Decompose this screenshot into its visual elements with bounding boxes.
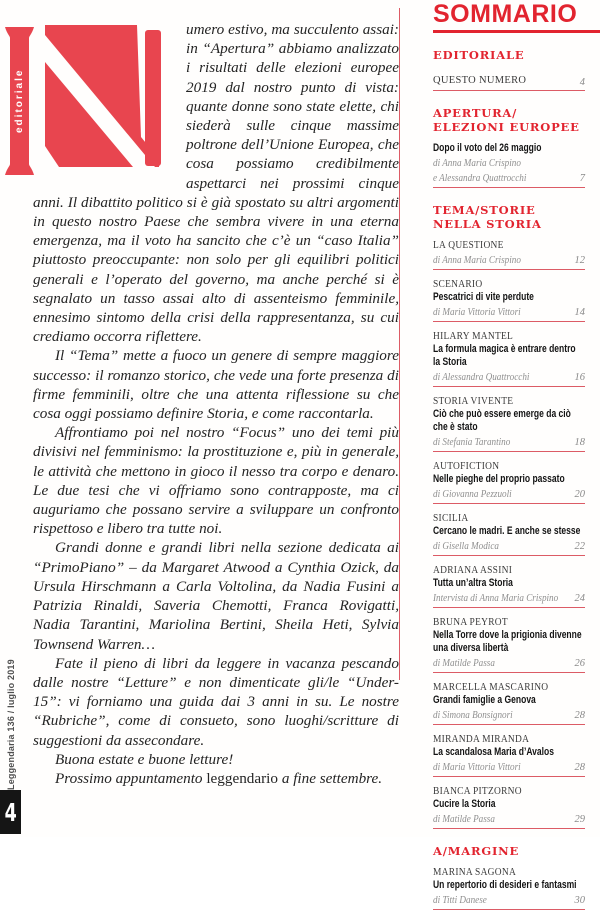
entry-label: QUESTO NUMERO [433, 75, 527, 86]
entry-byline: Intervista di Anna Maria Crispino [433, 593, 559, 604]
entry-title: Pescatrici di vite perdute [433, 291, 534, 303]
entry-page-number: 28 [574, 710, 585, 721]
page-number: 4 [4, 797, 17, 827]
entry-rule [433, 607, 585, 608]
entry-label: HILARY MANTEL [433, 331, 514, 342]
entry-rule [433, 776, 585, 777]
entry-title: Grandi famiglie a Genova [433, 694, 536, 706]
entry-label: SCENARIO [433, 279, 483, 290]
entry-title: Cercano le madri. E anche se stesse [433, 525, 581, 537]
entry-label: SICILIA [433, 513, 469, 524]
entry-title: Ciò che può essere emerge da ciò che è stato [433, 408, 571, 433]
sommario-title: SOMMARIO [433, 0, 578, 28]
entry-byline: di Alessandra Quattrocchi [433, 372, 530, 383]
editorial-paragraph [33, 654, 399, 750]
editorial-paragraph [33, 750, 399, 769]
entry-page-number: 29 [574, 814, 585, 825]
entry-label: LA QUESTIONE [433, 240, 504, 251]
toc-entry[interactable] [433, 460, 585, 504]
toc-entry[interactable] [433, 733, 585, 777]
sommario-title-rule [433, 30, 600, 33]
entry-byline: di Maria Vittoria Vittori [433, 307, 521, 318]
toc-section-heading: A/MARGINE [433, 844, 520, 858]
entry-label: MIRANDA MIRANDA [433, 734, 530, 745]
toc-section-heading: APERTURA/ ELEZIONI EUROPEE [433, 106, 580, 134]
toc-section-heading: EDITORIALE [433, 48, 525, 62]
paragraph-text: Buona estate e buone letture! [55, 750, 234, 768]
toc-entry[interactable] [433, 142, 585, 188]
entry-label: MARCELLA MASCARINO [433, 682, 549, 693]
toc-entry[interactable] [433, 278, 585, 322]
entry-rule [433, 672, 585, 673]
entry-byline: di Maria Vittoria Vittori [433, 762, 521, 773]
entry-label: AUTOFICTION [433, 461, 500, 472]
entry-title: Nelle pieghe del proprio passato [433, 473, 565, 485]
entry-byline-row [433, 369, 585, 384]
entry-title: Tutta un’altra Storia [433, 577, 513, 589]
paragraph-text: Fate il pieno di libri da leggere in vacanza pescando dalle nostre “Letture” e non dimenticate gli/le “Under-15”: vi forniamo una guida dai 3 anni in su. Le nostre “Rubriche”, come di consueto, sono luoghi/scritture di suggestioni da assecondare. [33, 654, 399, 749]
entry-byline: di Anna Maria Crispino [433, 158, 521, 169]
paragraph-text: Grandi donne e grandi libri nella sezione dedicata ai “PrimoPiano” – da Margaret Atwood a Cynthia Ozick, da Ursula Hirschmann a Carla Voltolina, da Nadia Fusini a Patrizia Rinaldi, Saveria Chemotti, Franca Rovigatti, Nadia Tarantini, Mariolina Bertini, Sheila Heti, Sylvia Townsend Warren… [33, 539, 399, 653]
entry-byline-row [433, 155, 585, 170]
toc-entry[interactable] [433, 239, 585, 270]
entry-byline-row [433, 252, 585, 267]
entry-title: La formula magica è entrare dentro la Storia [433, 343, 576, 368]
entry-rule [433, 724, 585, 725]
editoriale-kicker: editoriale [14, 68, 25, 134]
editorial-paragraph [33, 538, 399, 653]
entry-page-number: 20 [574, 489, 585, 500]
entry-page-number: 30 [574, 895, 585, 906]
entry-rule [433, 187, 585, 188]
entry-byline: di Giovanna Pezzuoli [433, 489, 512, 500]
sommario-column [433, 2, 585, 910]
entry-label: BIANCA PITZORNO [433, 786, 522, 797]
entry-page-number: 7 [579, 173, 585, 184]
entry-rule [433, 451, 585, 452]
entry-byline-row [433, 538, 585, 553]
entry-byline-row [433, 892, 585, 907]
entry-page-number: 4 [579, 77, 585, 88]
entry-page-number: 18 [574, 437, 585, 448]
entry-byline-row [433, 486, 585, 501]
entry-byline: di Anna Maria Crispino [433, 255, 521, 266]
entry-byline-row [433, 707, 585, 722]
dropcap-n-icon [45, 25, 165, 167]
entry-byline: e Alessandra Quattrocchi [433, 173, 527, 184]
entry-byline-row [433, 590, 585, 605]
entry-byline: di Simona Bonsignori [433, 710, 513, 721]
entry-byline-row [433, 759, 585, 774]
entry-page-number: 22 [574, 541, 585, 552]
entry-byline-row [433, 434, 585, 449]
editorial-paragraph [33, 769, 399, 788]
entry-byline: di Gisella Modica [433, 541, 499, 552]
toc-entry[interactable] [433, 785, 585, 829]
entry-page-number: 16 [574, 372, 585, 383]
entry-page-number: 12 [574, 255, 585, 266]
sommario-entries [433, 48, 585, 910]
entry-page-number: 26 [574, 658, 585, 669]
entry-title: Un repertorio di desideri e fantasmi [433, 879, 577, 891]
toc-entry[interactable] [433, 866, 585, 910]
entry-title: Dopo il voto del 26 maggio [433, 142, 542, 154]
editorial-column [14, 20, 399, 788]
entry-page-number: 28 [574, 762, 585, 773]
page-number-box [0, 790, 21, 834]
paragraph-text: umero estivo, ma succulento assai: in “Apertura” abbiamo analizzato i risultati delle elezioni europee 2019 dal nostro punto di vista: quante donne sono state elette, chi siederà sulle cinque massime poltrone dell’Unione Europea, che cosa possiamo credibilmente aspettarci nei prossimi cinque anni. Il dibattito politico si è già spostato su altri argomenti in questo nostro Paese che sembra vivere in una eterna emergenza, ma il voto ha sancito che c’è un “caso Italia” piuttosto preoccupante: non solo per gli equilibri politici generali e l’operato del governo, ma anche perché si è segnalato un tasso assai alto di assenteismo femminile, ennesimo sintomo della crisi della rappresentanza, su cui crediamo occorra riflettere. [33, 21, 399, 346]
entry-label: ADRIANA ASSINI [433, 565, 513, 576]
paragraph-text: Prossimo appuntamento [55, 769, 207, 787]
toc-entry[interactable] [433, 395, 585, 452]
entry-rule [433, 386, 585, 387]
toc-entry[interactable] [433, 70, 585, 91]
entry-rule [433, 555, 585, 556]
entry-title: Cucire la Storia [433, 798, 496, 810]
entry-byline-row [433, 170, 585, 185]
entry-title: Nella Torre dove la prigionia divenne una diversa libertà [433, 629, 582, 654]
entry-label-row [433, 70, 585, 88]
dropcap-block [14, 20, 186, 178]
magazine-name: leggendario [206, 769, 279, 787]
toc-section-heading: TEMA/STORIE NELLA STORIA [433, 203, 542, 231]
entry-byline: di Matilde Passa [433, 658, 495, 669]
paragraph-text: Affrontiamo poi nel nostro “Focus” uno dei temi più divisivi nel femminismo: la prostituzione e, più in generale, le attività che mettono in gioco il nesso tra corpo e denaro. Le due tesi che vi offriamo sono contrapposte, ma ci auguriamo che possano servire a sviluppare un confronto rispettoso e libero tra tutte noi. [33, 424, 399, 538]
entry-byline-row [433, 655, 585, 670]
entry-rule [433, 321, 585, 322]
entry-rule [433, 90, 585, 91]
entry-byline: di Stefania Tarantino [433, 437, 511, 448]
entry-rule [433, 269, 585, 270]
toc-entry[interactable] [433, 330, 585, 387]
entry-label: MARINA SAGONA [433, 867, 517, 878]
toc-entry[interactable] [433, 564, 585, 608]
toc-entry[interactable] [433, 681, 585, 725]
entry-byline-row [433, 304, 585, 319]
toc-entry[interactable] [433, 616, 585, 673]
entry-byline-row [433, 811, 585, 826]
editorial-paragraph [33, 346, 399, 423]
paragraph-text: a fine settembre. [278, 769, 383, 787]
entry-label: BRUNA PEYROT [433, 617, 508, 628]
entry-page-number: 24 [574, 593, 585, 604]
entry-rule [433, 503, 585, 504]
entry-byline: di Titti Danese [433, 895, 487, 906]
entry-title: La scandalosa Maria d’Avalos [433, 746, 554, 758]
issue-info-vertical: Leggendaria 136 / luglio 2019 [6, 659, 16, 790]
entry-page-number: 14 [574, 307, 585, 318]
column-divider-rule [399, 8, 400, 680]
toc-entry[interactable] [433, 512, 585, 556]
entry-label: STORIA VIVENTE [433, 396, 514, 407]
entry-byline: di Matilde Passa [433, 814, 495, 825]
paragraph-text: Il “Tema” mette a fuoco un genere di sempre maggiore successo: il romanzo storico, che vede una forte presenza di firme femminili, oltre che una attenta riflessione su che cosa oggi possiamo definire Storia, e come raccontarla. [33, 347, 399, 423]
entry-rule [433, 828, 585, 829]
editorial-paragraph [33, 423, 399, 538]
